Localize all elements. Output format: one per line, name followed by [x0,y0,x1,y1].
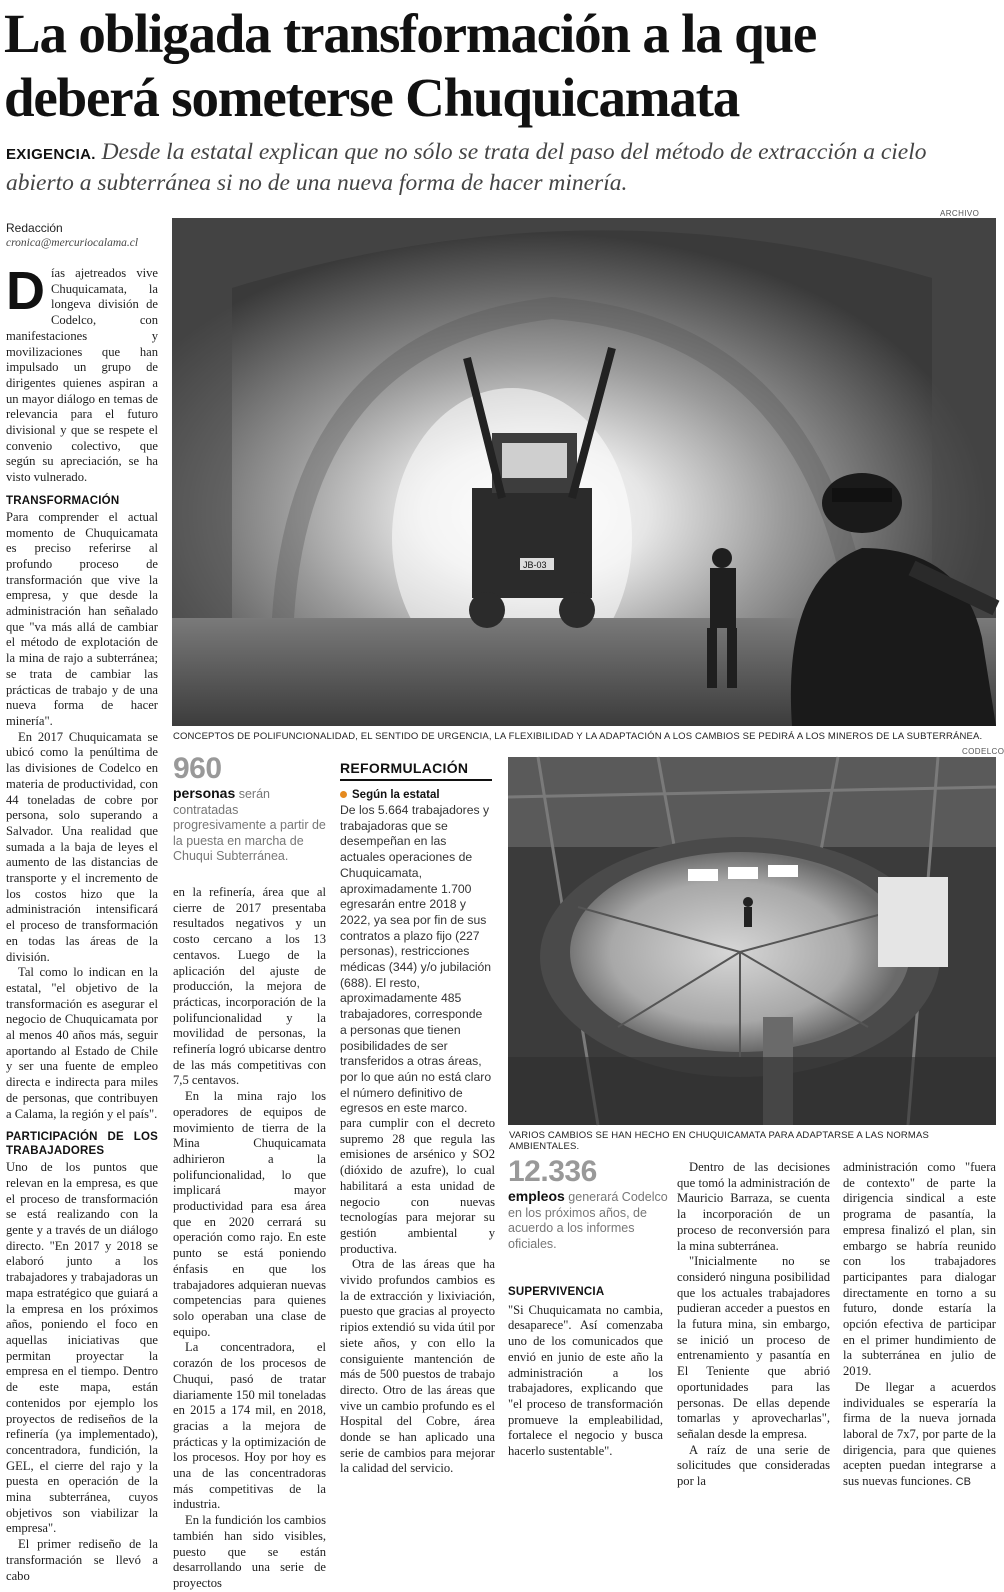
paragraph: De llegar a acuerdos individuales se esperaría la firma de la nueva jornada laboral de 7x7, por parte de la dirigencia, para que quienes acepten puedan integrarse a sus nuevas funciones. CB [843,1379,996,1489]
paragraph: "Inicialmente no se consideró ninguna posibilidad que los actuales trabajadores pudieran acceder a puestos en la futura mina, sin embargo, se inició un proceso de entrenamiento y pasantía en El Teniente que abrió oportunidades para las personas. De ellas depende tomarlas y aprovecharlas", señalan desde la empresa. [677,1254,830,1441]
bullet-dot-icon [340,791,347,798]
paragraph: El primer rediseño de la transformación se llevó a cabo [6,1537,158,1583]
subhead-transformacion: TRANSFORMACIÓN [6,494,120,507]
photo1-caption: CONCEPTOS DE POLIFUNCIONALIDAD, EL SENTIDO DE URGENCIA, LA FLEXIBILIDAD Y LA ADAPTACIÓN A LOS CAMBIOS SE PEDIRÁ A LOS MINEROS DE LA SUBTERRÁNEA. [173,731,983,742]
box-subtitle: Según la estatal [340,789,492,801]
column-6 [843,1160,996,1491]
paragraph: Otra de las áreas que ha vivido profundos cambios es la de extracción y lixiviación, puesto que gracias al proyecto ripios extendió su vida útil por siete años, y con ello la consiguiente mantención de más de 500 puestos de trabajo directo. Otro de las áreas que vive un cambio profundo es el Hospital del Cobre, área donde se han aplicado una serie de cambios para mejorar la calidad del servicio. [340,1257,495,1476]
paragraph: "Si Chuquicamata no cambia, desaparece". Así comenzaba uno de los comunicados que envió en junio de este año la administración a los trabajadores, explicando que "el proceso de transformación promueve la empleabilidad, fortalece el negocio y busca hacerlo sustentable". [508,1302,663,1459]
stat-text: generará Codelco en los próximos años, de acuerdo a los informes oficiales. [508,1190,668,1251]
stat-number: 12.336 [508,1155,597,1188]
photo2-credit: CODELCO [962,747,1004,756]
column-5 [677,1160,830,1490]
box-title: REFORMULACIÓN [340,760,492,781]
column-4 [508,1285,663,1460]
stat-description [508,1189,668,1252]
stat-bold: personas [173,785,236,801]
paragraph: En la fundición los cambios también han sido visibles, puesto que se están desarrollando una serie de proyectos [173,1513,326,1590]
paragraph: para cumplir con el decreto supremo 28 que regula las emisiones de arsénico y SO2 (dióxido de azufre), lo cual habilitará a esta unidad de negocio con nuevas tecnologías para mejorar su gestión ambiental y productiva. [340,1116,495,1256]
paragraph: Uno de los puntos que relevan en la empresa, es que el proceso de transformación se está realizando con la gente y a través de un diálogo directo. "En 2017 y 2018 se elaboró junto a los trabajadores y trabajadoras un mapa estratégico que guiará a la empresa en los próximos años, poniendo el foco en aquellas iniciativas que permitan proyectar la empresa en el tiempo. Dentro de este mapa, están contenidos por ejemplo los proyectos de rediseños de la refinería (ya implementado), concentradora, fundición, la GEL, el cierre del rajo y la puesta en operación de la mina subterránea, cuyos objetivos son viabilizar la empresa". [6,1160,158,1536]
stat-number: 960 [173,752,222,785]
tunnel-photo-illustration [172,218,996,726]
dropcap: D [6,261,45,321]
end-mark: CB [955,1476,971,1489]
stat-box-12336 [508,1155,668,1252]
stat-bold: empleos [508,1188,565,1204]
photo2-caption: VARIOS CAMBIOS SE HAN HECHO EN CHUQUICAMATA PARA ADAPTARSE A LAS NORMAS AMBIENTALES. [509,1130,929,1152]
deck [6,138,996,198]
box-text: De los 5.664 trabajadores y trabajadoras que se desempeñan en las actuales operaciones de Chuquicamata, aproximadamente 1.700 egresarán entre 2018 y 2022, ya sea por fin de sus contratos a plazo fijo (227 personas), restricciones médicas (344) y/o jubilación (688). El resto, aproximadamente 485 trabajadores, corresponde a personas que tienen posibilidades de ser transferidos a otras áreas, por lo que aún no está claro el número definitivo de egresos en este marco. [340,803,492,1116]
vehicle-plate: JB-03 [523,560,547,570]
paragraph: En 2017 Chuquicamata se ubicó como la penúltima de las divisiones de Codelco en materia de productividad, con 44 toneladas de cobre por persona, solo superando a Salvador. Una realidad que sumada a la baja de leyes el aumento de las distancias de transporte y el incremento de los costos hizo que la administración intensificará el proceso de transformación en todas las áreas de la división. [6,729,158,964]
smelter-photo [508,757,996,1125]
paragraph: La concentradora, el corazón de los procesos de Chuqui, pasó de tratar diariamente 150 mil toneladas en 2015 a 174 mil, en 2018, gracias a la mejora de prácticas y la optimización de los procesos. Hoy por hoy es una de las concentradoras más competitivas de la industria. [173,1340,326,1512]
paragraph: En la mina rajo los operadores de equipos de movimiento de tierra de la Mina Chuquicamata adhirieron a la polifuncionalidad, lo que implicará mayor productividad para esa área que en 2020 cerrará su operación como rajo. En este punto se está poniendo énfasis en que los trabajadores adquieran nuevas competencias para quienes solo operaban una clase de equipo. [173,1089,326,1339]
stat-box-960 [173,752,328,865]
paragraph: A raíz de una serie de solicitudes que consideradas por la [677,1442,830,1489]
reformulacion-box [340,760,492,1117]
headline-line-1: La obligada transformación a la que [4,3,817,64]
tunnel-photo [172,218,996,726]
headline [4,2,994,130]
column-3 [340,1116,495,1477]
photo1-credit: ARCHIVO [940,209,980,218]
byline [6,221,166,249]
byline-email: cronica@mercuriocalama.cl [6,237,139,249]
paragraph: Dentro de las decisiones que tomó la administración de Mauricio Barraza, se cuenta la incorporación de un proceso de reconversión para la mina subterránea. [677,1160,830,1253]
paragraph: en la refinería, área que al cierre de 2017 presentaba resultados negativos y un costo cercano a los 13 centavos. Luego de la aplicación del ajuste de producción, la mejora de prácticas, incorporación de la polifuncionalidad y la movilidad de personas, la refinería logró ubicarse dentro de las más competitivas con 7,5 centavos. [173,885,326,1088]
intro-text: ías ajetreados vive Chuquicamata, la longeva división de Codelco, con manifestaciones y movilizaciones que han impulsado un grupo de dirigentes quienes aspiran a un mayor diálogo en temas de relevancia para el futuro divisional y que se respete el convenio colectivo, que según su apreciación, se ha visto vulnerado. [6,266,158,485]
deck-text: Desde la estatal explican que no sólo se trata del paso del método de extracción a cielo abierto a subterránea si no de una nueva forma de hacer minería. [6,139,927,196]
column-2 [173,885,326,1592]
stat-text: serán contratadas progresivamente a partir de la puesta en marcha de Chuqui Subterránea. [173,787,326,863]
byline-name: Redacción [6,221,63,235]
deck-kicker: EXIGENCIA. [6,146,96,163]
worker [743,897,753,927]
paragraph: Para comprender el actual momento de Chuquicamata es preciso referirse al profundo proceso de transformación que vive la empresa, y que desde la administración han señalado que "va más allá de cambiar el método de explotación de la mina de rajo a subterránea; se trata de cambiar las prácticas de trabajo y de una nueva forma de hacer minería". [6,509,158,728]
intro-paragraph [6,261,158,486]
headline-line-2: deberá someterse Chuquicamata [4,67,740,128]
column-1 [6,261,158,1584]
stat-description [173,786,328,865]
subhead-participacion: PARTICIPACIÓN DE LOS TRABAJADORES [6,1131,158,1158]
paragraph: administración como "fuera de contexto" de parte la dirigencia sindical a este programa de pasantía, la empresa finalizó el plan, sin embargo se habría reunido con los trabajadores participantes para dialogar directamente en torno a su futuro, donde estaría la opción efectiva de participar en el primer hundimiento de la subterránea en julio de 2019. [843,1160,996,1379]
smelter-photo-illustration [508,757,996,1125]
subhead-supervivencia: SUPERVIVENCIA [508,1286,605,1298]
paragraph: Tal como lo indican en la estatal, "el objetivo de la transformación es asegurar el negocio de Chuquicamata por al menos 40 años más, seguir aportando al Estado de Chile y ser una fuente de empleo directa e indirecta para miles de personas, que contribuyen a Calama, la región y el país". [6,965,158,1121]
